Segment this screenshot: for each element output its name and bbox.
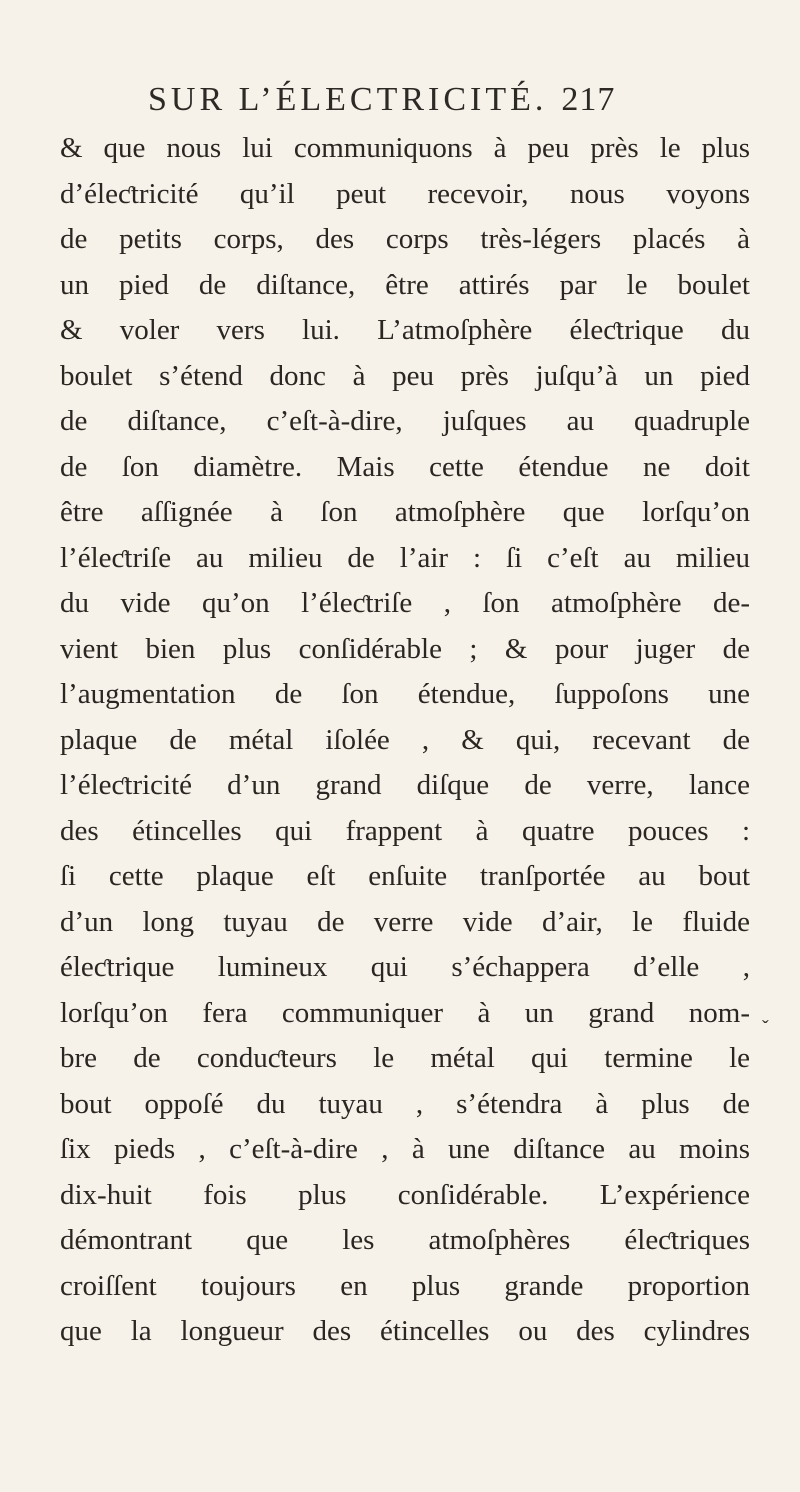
text-line: démontrant que les atmoſphères éleƈtriques bbox=[60, 1224, 750, 1256]
running-head bbox=[148, 78, 748, 122]
text-line: dix-huit fois plus conſidérable. L’expérience bbox=[60, 1178, 750, 1211]
margin-mark: ˇ bbox=[762, 1017, 769, 1039]
text-line: un pied de diſtance, être attirés par le boulet bbox=[60, 268, 750, 301]
text-line: bre de conduƈteurs le métal qui termine le bbox=[60, 1042, 750, 1074]
text-line: que la longueur des étincelles ou des cylindres bbox=[60, 1315, 750, 1347]
text-line: & que nous lui communiquons à peu près le plus bbox=[60, 132, 750, 164]
text-line: lorſqu’on fera communiquer à un grand nom- bbox=[60, 996, 750, 1029]
text-line: de petits corps, des corps très-légers placés à bbox=[60, 223, 750, 255]
text-line: d’éleƈtricité qu’il peut recevoir, nous voyons bbox=[60, 177, 750, 210]
text-line: & voler vers lui. L’atmoſphère éleƈtrique du bbox=[60, 314, 750, 346]
text-line: boulet s’étend donc à peu près juſqu’à un pied bbox=[60, 359, 750, 392]
text-line: ſix pieds , c’eſt-à-dire , à une diſtance au moins bbox=[60, 1133, 750, 1165]
text-line: éleƈtrique lumineux qui s’échappera d’elle , bbox=[60, 951, 750, 983]
text-line: de diſtance, c’eſt-à-dire, juſques au quadruple bbox=[60, 405, 750, 437]
text-line: être aſſignée à ſon atmoſphère que lorſqu’on bbox=[60, 496, 750, 528]
text-line: ſi cette plaque eſt enſuite tranſportée au bout bbox=[60, 860, 750, 892]
text-line: l’augmentation de ſon étendue, ſuppoſons une bbox=[60, 678, 750, 710]
text-line: des étincelles qui frappent à quatre pouces : bbox=[60, 814, 750, 847]
text-line: plaque de métal iſolée , & qui, recevant de bbox=[60, 723, 750, 756]
text-line: croiſſent toujours en plus grande proportion bbox=[60, 1269, 750, 1302]
running-title: SUR L’ÉLECTRICITÉ. bbox=[148, 81, 548, 118]
text-line: bout oppoſé du tuyau , s’étendra à plus de bbox=[60, 1087, 750, 1120]
text-line: de ſon diamètre. Mais cette étendue ne doit bbox=[60, 450, 750, 483]
text-line: l’éleƈtriſe au milieu de l’air : ſi c’eſt au milieu bbox=[60, 541, 750, 574]
text-line: vient bien plus conſidérable ; & pour juger de bbox=[60, 632, 750, 665]
text-line: d’un long tuyau de verre vide d’air, le fluide bbox=[60, 905, 750, 938]
body-text bbox=[60, 126, 750, 1355]
page-number: 217 bbox=[561, 81, 616, 118]
text-line: du vide qu’on l’éleƈtriſe , ſon atmoſphère de- bbox=[60, 587, 750, 619]
text-line: l’éleƈtricité d’un grand diſque de verre, lance bbox=[60, 769, 750, 801]
